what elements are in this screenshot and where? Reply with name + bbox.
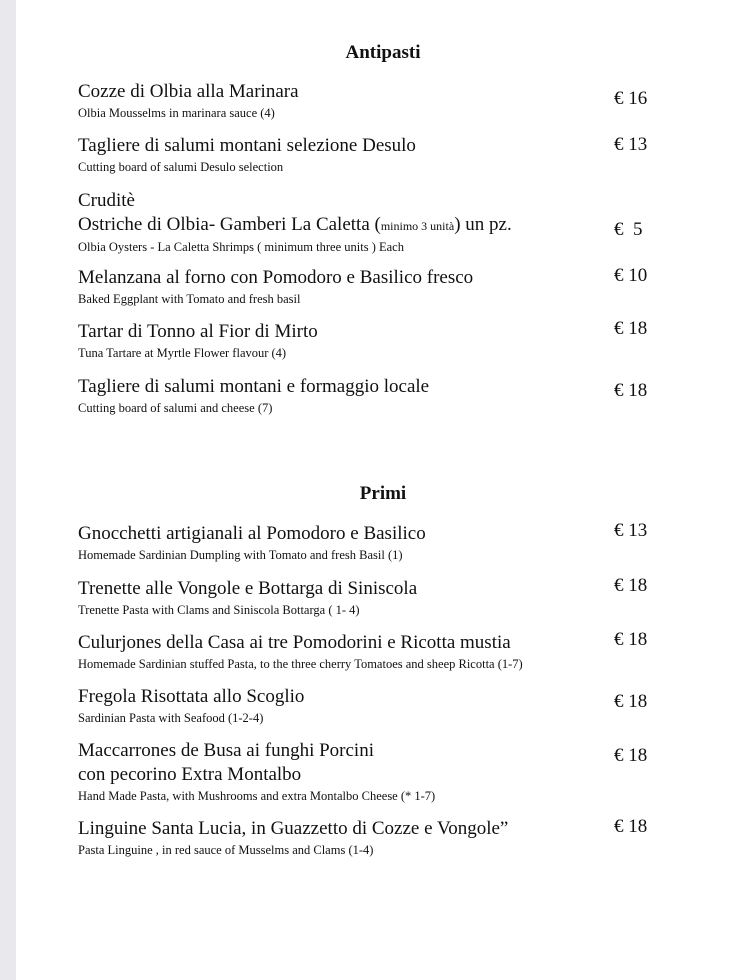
item-description: Sardinian Pasta with Seafood (1-2-4) <box>78 711 264 725</box>
item-price: € 5 <box>614 219 643 240</box>
section-title-antipasti: Antipasti <box>345 42 421 63</box>
item-price: € 13 <box>614 134 648 155</box>
item-subtitle-note: minimo 3 unità <box>380 219 455 233</box>
item-description: Homemade Sardinian stuffed Pasta, to the three cherry Tomatoes and sheep Ricotta (1-7) <box>78 657 523 671</box>
item-price: € 18 <box>614 318 648 339</box>
item-name: Maccarrones de Busa ai funghi Porcini <box>78 740 374 761</box>
item-name: Cruditè <box>78 190 135 211</box>
item-description: Trenette Pasta with Clams and Siniscola Bottarga ( 1- 4) <box>78 603 360 617</box>
item-name-line-2: con pecorino Extra Montalbo <box>78 764 302 785</box>
item-price: € 13 <box>614 520 648 541</box>
item-price: € 18 <box>614 380 648 401</box>
item-description: Olbia Mousselms in marinara sauce (4) <box>78 106 275 120</box>
item-name: Cozze di Olbia alla Marinara <box>78 81 299 102</box>
menu-page <box>16 0 750 980</box>
item-price: € 18 <box>614 816 648 837</box>
item-name: Linguine Santa Lucia, in Guazzetto di Cozze e Vongole” <box>78 818 509 839</box>
item-name: Tartar di Tonno al Fior di Mirto <box>78 321 318 342</box>
section-title-primi: Primi <box>359 483 407 504</box>
item-price: € 18 <box>614 575 648 596</box>
item-description: Baked Eggplant with Tomato and fresh basil <box>78 292 301 306</box>
item-name: Fregola Risottata allo Scoglio <box>78 686 305 707</box>
item-description: Olbia Oysters - La Caletta Shrimps ( minimum three units ) Each <box>78 240 404 254</box>
item-price: € 18 <box>614 629 648 650</box>
item-description: Pasta Linguine , in red sauce of Musselms and Clams (1-4) <box>78 843 374 857</box>
item-price: € 16 <box>614 88 648 109</box>
item-description: Cutting board of salumi Desulo selection <box>78 160 284 174</box>
item-description: Homemade Sardinian Dumpling with Tomato and fresh Basil (1) <box>78 548 403 562</box>
item-description: Cutting board of salumi and cheese (7) <box>78 401 273 415</box>
item-subtitle-end: ) un pz. <box>454 214 512 235</box>
item-name: Tagliere di salumi montani e formaggio locale <box>78 376 430 397</box>
item-name: Culurjones della Casa ai tre Pomodorini e Ricotta mustia <box>78 632 511 653</box>
item-price: € 18 <box>614 691 648 712</box>
item-name: Tagliere di salumi montani selezione Desulo <box>78 135 416 156</box>
item-name: Gnocchetti artigianali al Pomodoro e Basilico <box>78 523 426 544</box>
item-name: Trenette alle Vongole e Bottarga di Siniscola <box>78 578 418 599</box>
item-price: € 18 <box>614 745 648 766</box>
item-price: € 10 <box>614 265 648 286</box>
item-name: Melanzana al forno con Pomodoro e Basilico fresco <box>78 267 474 288</box>
item-description: Hand Made Pasta, with Mushrooms and extra Montalbo Cheese (* 1-7) <box>78 789 436 803</box>
item-description: Tuna Tartare at Myrtle Flower flavour (4) <box>78 346 287 360</box>
item-subtitle-main: Ostriche di Olbia- Gamberi La Caletta ( <box>78 214 381 235</box>
